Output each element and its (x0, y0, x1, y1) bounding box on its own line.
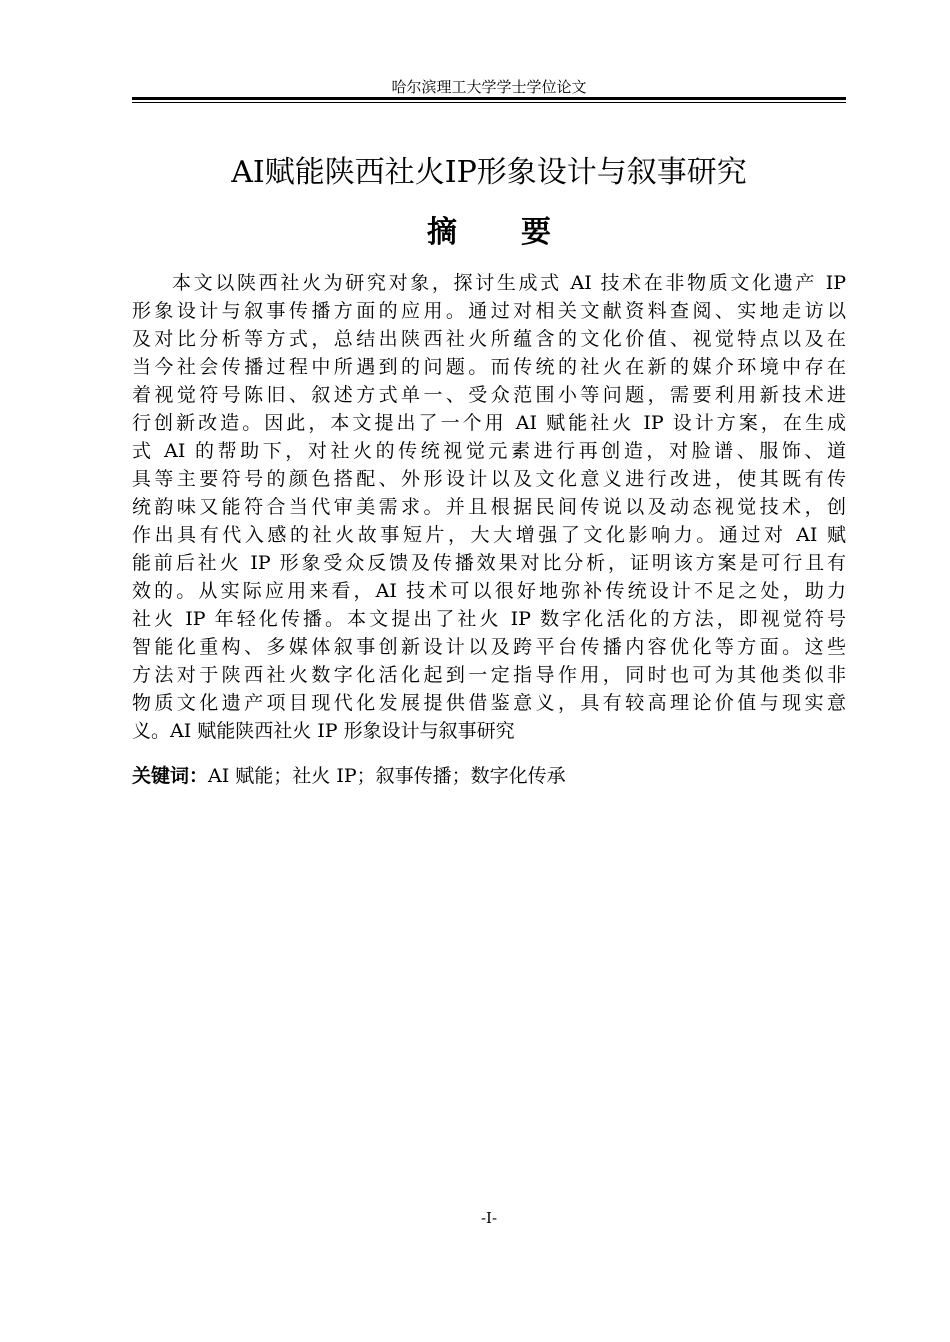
abstract-line: 作出具有代入感的社火故事短片，大大增强了文化影响力。通过对 AI 赋 (132, 524, 846, 546)
document-title: AI赋能陕西社火IP形象设计与叙事研究 (231, 155, 747, 190)
abstract-line: 具等主要符号的颜色搭配、外形设计以及文化意义进行改进，使其既有传 (132, 468, 846, 490)
keywords-text: AI 赋能；社火 IP；叙事传播；数字化传承 (208, 765, 566, 787)
header-rule (132, 97, 846, 104)
running-header: 哈尔滨理工大学学士学位论文 (391, 78, 587, 96)
abstract-line: 式 AI 的帮助下，对社火的传统视觉元素进行再创造，对脸谱、服饰、道 (132, 440, 846, 462)
abstract-line: 方法对于陕西社火数字化活化起到一定指导作用，同时也可为其他类似非 (132, 664, 846, 686)
abstract-line: 着视觉符号陈旧、叙述方式单一、受众范围小等问题，需要利用新技术进 (132, 384, 846, 406)
abstract-line: 行创新改造。因此，本文提出了一个用 AI 赋能社火 IP 设计方案，在生成 (132, 412, 846, 434)
abstract-line: 智能化重构、多媒体叙事创新设计以及跨平台传播内容优化等方面。这些 (132, 636, 846, 658)
abstract-line: 统韵味又能符合当代审美需求。并且根据民间传说以及动态视觉技术，创 (132, 496, 846, 518)
page-number: -I- (480, 1209, 498, 1227)
abstract-line: 能前后社火 IP 形象受众反馈及传播效果对比分析，证明该方案是可行且有 (132, 552, 846, 574)
abstract-line: 义。AI 赋能陕西社火 IP 形象设计与叙事研究 (132, 720, 515, 742)
keywords (132, 762, 846, 790)
abstract-line: 物质文化遗产项目现代化发展提供借鉴意义，具有较高理论价值与现实意 (132, 692, 846, 714)
abstract-line: 当今社会传播过程中所遇到的问题。而传统的社火在新的媒介环境中存在 (132, 356, 846, 378)
abstract-line: 形象设计与叙事传播方面的应用。通过对相关文献资料查阅、实地走访以 (132, 300, 846, 322)
abstract-line: 效的。从实际应用来看，AI 技术可以很好地弥补传统设计不足之处，助力 (132, 580, 846, 602)
header-rule-thin (132, 102, 846, 103)
abstract-line: 社火 IP 年轻化传播。本文提出了社火 IP 数字化活化的方法，即视觉符号 (132, 608, 846, 630)
abstract-body (132, 269, 846, 745)
header-rule-thick (132, 97, 846, 100)
abstract-heading: 摘要 (427, 215, 615, 250)
abstract-line: 及对比分析等方式，总结出陕西社火所蕴含的文化价值、视觉特点以及在 (132, 328, 846, 350)
abstract-line: 本文以陕西社火为研究对象，探讨生成式 AI 技术在非物质文化遗产 IP (172, 272, 846, 294)
keywords-label: 关键词： (132, 765, 209, 787)
